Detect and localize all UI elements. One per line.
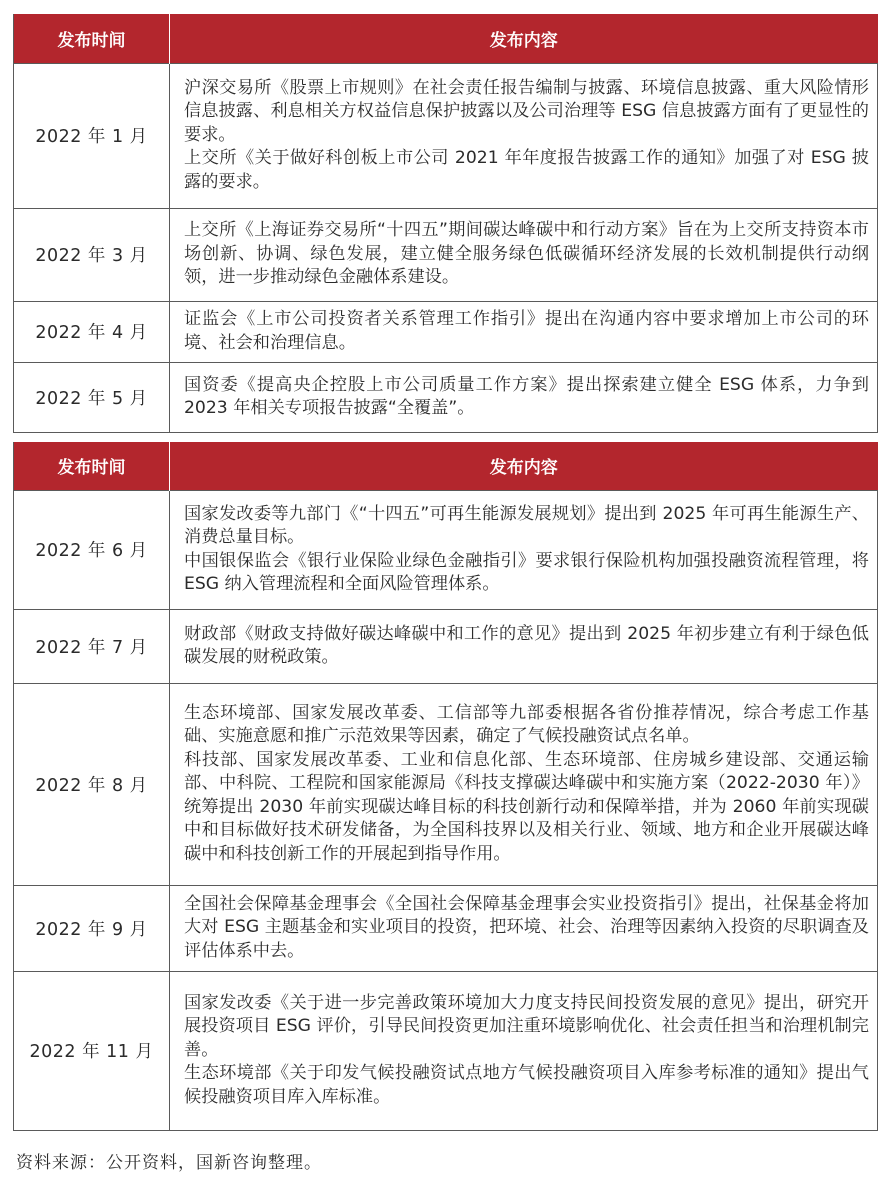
table-row	[14, 971, 878, 1130]
source-note: 资料来源：公开资料，国新咨询整理。	[16, 1153, 322, 1173]
table-header-row	[14, 14, 878, 63]
policy-table-2	[13, 442, 878, 1131]
table-row	[14, 208, 878, 301]
row-date: 2022 年 8 月	[14, 683, 170, 885]
row-date: 2022 年 7 月	[14, 609, 170, 683]
row-paragraph: 证监会《上市公司投资者关系管理工作指引》提出在沟通内容中要求增加上市公司的环境、社会和治理信息。	[184, 309, 869, 353]
table-row	[14, 609, 878, 683]
table-row	[14, 63, 878, 208]
table-row	[14, 301, 878, 362]
header-content: 发布内容	[170, 442, 878, 490]
row-date: 2022 年 4 月	[14, 301, 170, 362]
row-date: 2022 年 11 月	[14, 971, 170, 1130]
row-paragraph: 中国银保监会《银行业保险业绿色金融指引》要求银行保险机构加强投融资流程管理，将 ESG 纳入管理流程和全面风险管理体系。	[184, 550, 869, 594]
row-date: 2022 年 6 月	[14, 490, 170, 609]
row-paragraph: 科技部、国家发展改革委、工业和信息化部、生态环境部、住房城乡建设部、交通运输部、中科院、工程院和国家能源局《科技支撑碳达峰碳中和实施方案（2022-2030 年）》统筹提出 2030 年前实现碳达峰目标的科技创新行动和保障举措，并为 2060 年前实现碳中和目标做好技术研发储备，为全国科技界以及相关行业、领域、地方和企业开展碳达峰碳中和科技创新工作的开展起到指导作用。	[184, 749, 869, 864]
row-paragraph: 生态环境部《关于印发气候投融资试点地方气候投融资项目入库参考标准的通知》提出气候投融资项目库入库标准。	[184, 1063, 869, 1107]
table-row	[14, 490, 878, 609]
table-header-row	[14, 442, 878, 490]
row-date: 2022 年 9 月	[14, 885, 170, 971]
header-date: 发布时间	[14, 14, 170, 63]
row-content	[170, 885, 878, 971]
header-content: 发布内容	[170, 14, 878, 63]
row-content	[170, 490, 878, 609]
row-date: 2022 年 3 月	[14, 208, 170, 301]
row-paragraph: 沪深交易所《股票上市规则》在社会责任报告编制与披露、环境信息披露、重大风险情形信息披露、利息相关方权益信息保护披露以及公司治理等 ESG 信息披露方面有了更显性的要求。	[184, 77, 869, 145]
row-content	[170, 683, 878, 885]
row-paragraph: 上交所《关于做好科创板上市公司 2021 年年度报告披露工作的通知》加强了对 ESG 披露的要求。	[184, 148, 869, 192]
row-paragraph: 全国社会保障基金理事会《全国社会保障基金理事会实业投资指引》提出，社保基金将加大对 ESG 主题基金和实业项目的投资，把环境、社会、治理等因素纳入投资的尽职调查及评估体系中去。	[184, 893, 869, 961]
row-paragraph: 国资委《提高央企控股上市公司质量工作方案》提出探索建立健全 ESG 体系，力争到 2023 年相关专项报告披露“全覆盖”。	[184, 374, 869, 418]
row-paragraph: 国家发改委等九部门《“十四五”可再生能源发展规划》提出到 2025 年可再生能源生产、消费总量目标。	[184, 503, 869, 547]
row-paragraph: 财政部《财政支持做好碳达峰碳中和工作的意见》提出到 2025 年初步建立有利于绿色低碳发展的财税政策。	[184, 623, 869, 667]
row-content	[170, 971, 878, 1130]
row-date: 2022 年 1 月	[14, 63, 170, 208]
row-paragraph: 生态环境部、国家发展改革委、工信部等九部委根据各省份推荐情况，综合考虑工作基础、实施意愿和推广示范效果等因素，确定了气候投融资试点名单。	[184, 702, 869, 747]
table-row	[14, 683, 878, 885]
row-content	[170, 208, 878, 301]
row-content	[170, 609, 878, 683]
row-paragraph: 上交所《上海证券交易所“十四五”期间碳达峰碳中和行动方案》旨在为上交所支持资本市场创新、协调、绿色发展，建立健全服务绿色低碳循环经济发展的长效机制提供行动纲领，进一步推动绿色金融体系建设。	[184, 220, 869, 288]
row-date: 2022 年 5 月	[14, 362, 170, 432]
table-row	[14, 885, 878, 971]
row-content	[170, 362, 878, 432]
row-paragraph: 国家发改委《关于进一步完善政策环境加大力度支持民间投资发展的意见》提出，研究开展投资项目 ESG 评价，引导民间投资更加注重环境影响优化、社会责任担当和治理机制完善。	[184, 992, 869, 1060]
header-date: 发布时间	[14, 442, 170, 490]
policy-table-1	[13, 14, 878, 433]
row-content	[170, 301, 878, 362]
table-row	[14, 362, 878, 432]
row-content	[170, 63, 878, 208]
